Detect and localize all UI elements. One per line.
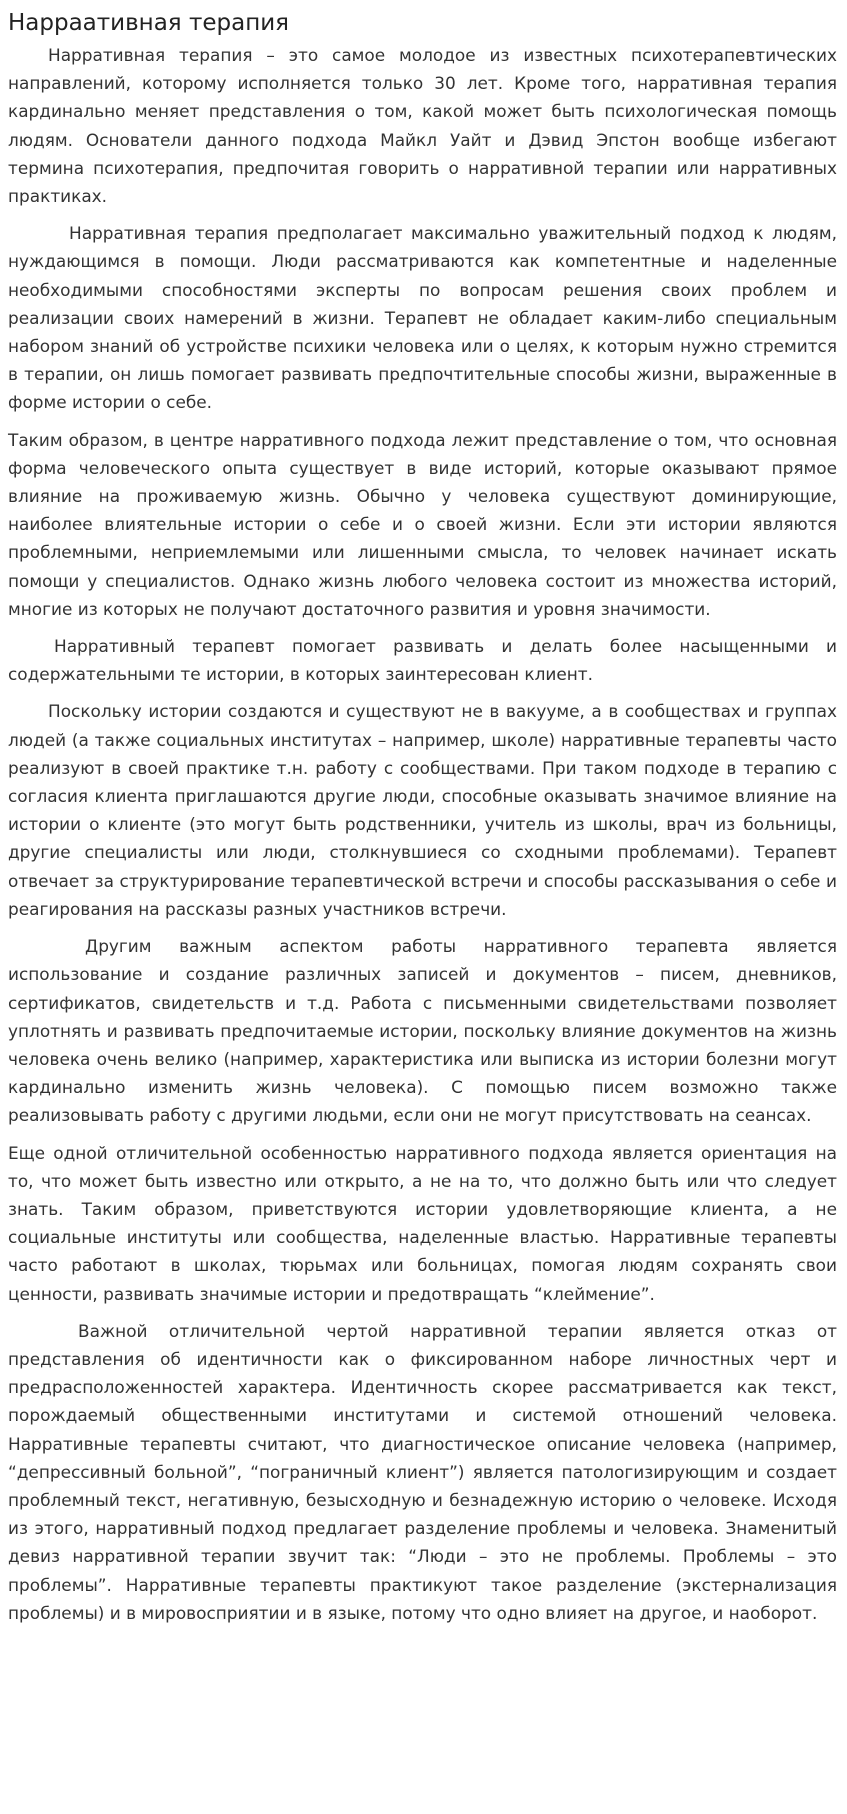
paragraph-1: Нарративная терапия – это самое молодое из известных психотерапевтических направлений, которому исполняется только 30 лет. Кроме того, нарративная терапия кардинально меняет представления о том, какой может быть психологическая помощь людям. Основатели данного подхода Майкл Уайт и Дэвид Эпстон вообще избегают термина психотерапия, предпочитая говорить о нарративной терапии или нарративных практиках. [8,45,837,207]
article-title: Нарраативная терапия [8,10,290,36]
paragraph-3: Таким образом, в центре нарративного подхода лежит представление о том, что основная форма человеческого опыта существует в виде историй, которые оказывают прямое влияние на проживаемую жизнь. Обычно у человека существуют доминирующие, наиболее влиятельные истории о себе и о своей жизни. Если эти истории являются проблемными, неприемлемыми или лишенными смысла, то человек начинает искать помощи у специалистов. Однако жизнь любого человека состоит из множества историй, многие из которых не получают достаточного развития и уровня значимости. [8,429,837,619]
paragraph-4: Нарративный терапевт помогает развивать и делать более насыщенными и содержательными те истории, в которых заинтересован клиент. [8,636,837,685]
paragraph-2: Нарративная терапия предполагает максимально уважительный подход к людям, нуждающимся в помощи. Люди рассматриваются как компетентные и наделенные необходимыми способностями эксперты по вопросам решения своих проблем и реализации своих намерений в жизни. Терапевт не обладает каким-либо специальным набором знаний об устройстве психики человека или о целях, к которым нужно стремится в терапии, он лишь помогает развивать предпочтительные способы жизни, выраженные в форме истории о себе. [8,223,837,413]
paragraph-6: Другим важным аспектом работы нарративного терапевта является использование и создание различных записей и документов – писем, дневников, сертификатов, свидетельств и т.д. Работа с письменными свидетельствами позволяет уплотнять и развивать предпочитаемые истории, поскольку влияние документов на жизнь человека очень велико (например, характеристика или выписка из истории болезни могут кардинально изменить жизнь человека). С помощью писем возможно также реализовывать работу с другими людьми, если они не могут присутствовать на сеансах. [8,936,837,1126]
paragraph-8: Важной отличительной чертой нарративной терапии является отказ от представления об идентичности как о фиксированном наборе личностных черт и предрасположенностей характера. Идентичность скорее рассматривается как текст, порождаемый общественными институтами и системой отношений человека. Нарративные терапевты считают, что диагностическое описание человека (например, “депрессивный больной”, “пограничный клиент”) является патологизирующим и создает проблемный текст, негативную, безысходную и безнадежную историю о человеке. Исходя из этого, нарративный подход предлагает разделение проблемы и человека. Знаменитый девиз нарративной терапии звучит так: “Люди – это не проблемы. Проблемы – это проблемы”. Нарративные терапевты практикуют такое разделение (экстернализация проблемы) и в мировосприятии и в языке, потому что одно влияет на другое, и наоборот. [8,1320,837,1623]
paragraph-7: Еще одной отличительной особенностью нарративного подхода является ориентация на то, что может быть известно или открыто, а не на то, что должно быть или что следует знать. Таким образом, приветствуются истории удовлетворяющие клиента, а не социальные институты или сообщества, наделенные властью. Нарративные терапевты часто работают в школах, тюрьмах или больницах, помогая людям сохранять свои ценности, развивать значимые истории и предотвращать “клеймение”. [8,1142,837,1304]
paragraph-5: Поскольку истории создаются и существуют не в вакууме, а в сообществах и группах людей (а также социальных институтах – например, школе) нарративные терапевты часто реализуют в своей практике т.н. работу с сообществами. При таком подходе в терапию с согласия клиента приглашаются другие люди, способные оказывать значимое влияние на истории о клиенте (это могут быть родственники, учитель из школы, врач из больницы, другие специалисты или люди, столкнувшиеся со сходными проблемами). Терапевт отвечает за структурирование терапевтической встречи и способы рассказывания о себе и реагирования на рассказы разных участников встречи. [8,701,837,919]
